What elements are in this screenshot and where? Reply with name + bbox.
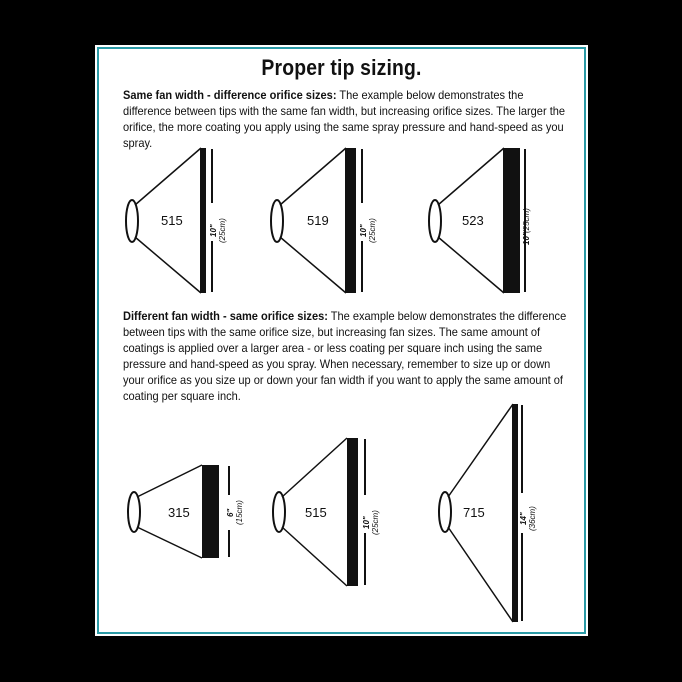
spray-tip-diagram xyxy=(128,465,244,558)
tip-label: 715 xyxy=(463,505,485,520)
fan-width-inches: 10" xyxy=(362,516,371,529)
fan-width-cm: (15cm) xyxy=(235,500,244,525)
tip-label: 523 xyxy=(462,213,484,228)
tip-label: 515 xyxy=(305,505,327,520)
tip-label: 315 xyxy=(168,505,190,520)
tip-label: 519 xyxy=(307,213,329,228)
section-heading: Different fan width - same orifice sizes: xyxy=(123,309,328,323)
section-body: The example below demonstrates the difference between tips with the same orifice size, but increasing fan sizes. The same amount of coatings is applied over a larger area - or less coating per square inch using the same pressure and hand-speed as you spray. When necessary, remember to size up or down your orifice as you size up or down your fan width if you want to apply the same amount of coating per square inch. xyxy=(123,309,567,403)
fan-width-cm: (25cm) xyxy=(218,218,227,243)
fan-width-inches: 10" xyxy=(209,224,218,237)
info-panel xyxy=(95,45,588,636)
spray-tip-diagram xyxy=(429,148,531,293)
fan-width-cm: (25cm) xyxy=(522,208,531,233)
spray-tip-diagram xyxy=(439,404,537,622)
fan-width-cm: (36cm) xyxy=(528,506,537,531)
fan-width-cm: (25cm) xyxy=(371,510,380,535)
fan-width-inches: 14" xyxy=(519,512,528,525)
fan-width-cm: (25cm) xyxy=(368,218,377,243)
spray-tip-diagram xyxy=(126,148,227,293)
tip-diagrams xyxy=(95,45,588,636)
fan-width-inches: 10" xyxy=(522,232,531,245)
page-title: Proper tip sizing. xyxy=(261,55,422,80)
fan-width-inches: 6" xyxy=(226,508,235,517)
fan-width-inches: 10" xyxy=(359,224,368,237)
spray-tip-diagram xyxy=(273,438,380,586)
spray-tip-diagram xyxy=(271,148,377,293)
section-body: The example below demonstrates the difference between tips with the same fan width, but increasing orifice sizes. The larger the orifice, the more coating you apply using the same spray pressure and hand-speed as you spray. xyxy=(123,88,566,150)
section-heading: Same fan width - difference orifice sizes: xyxy=(123,88,337,102)
tip-label: 515 xyxy=(161,213,183,228)
